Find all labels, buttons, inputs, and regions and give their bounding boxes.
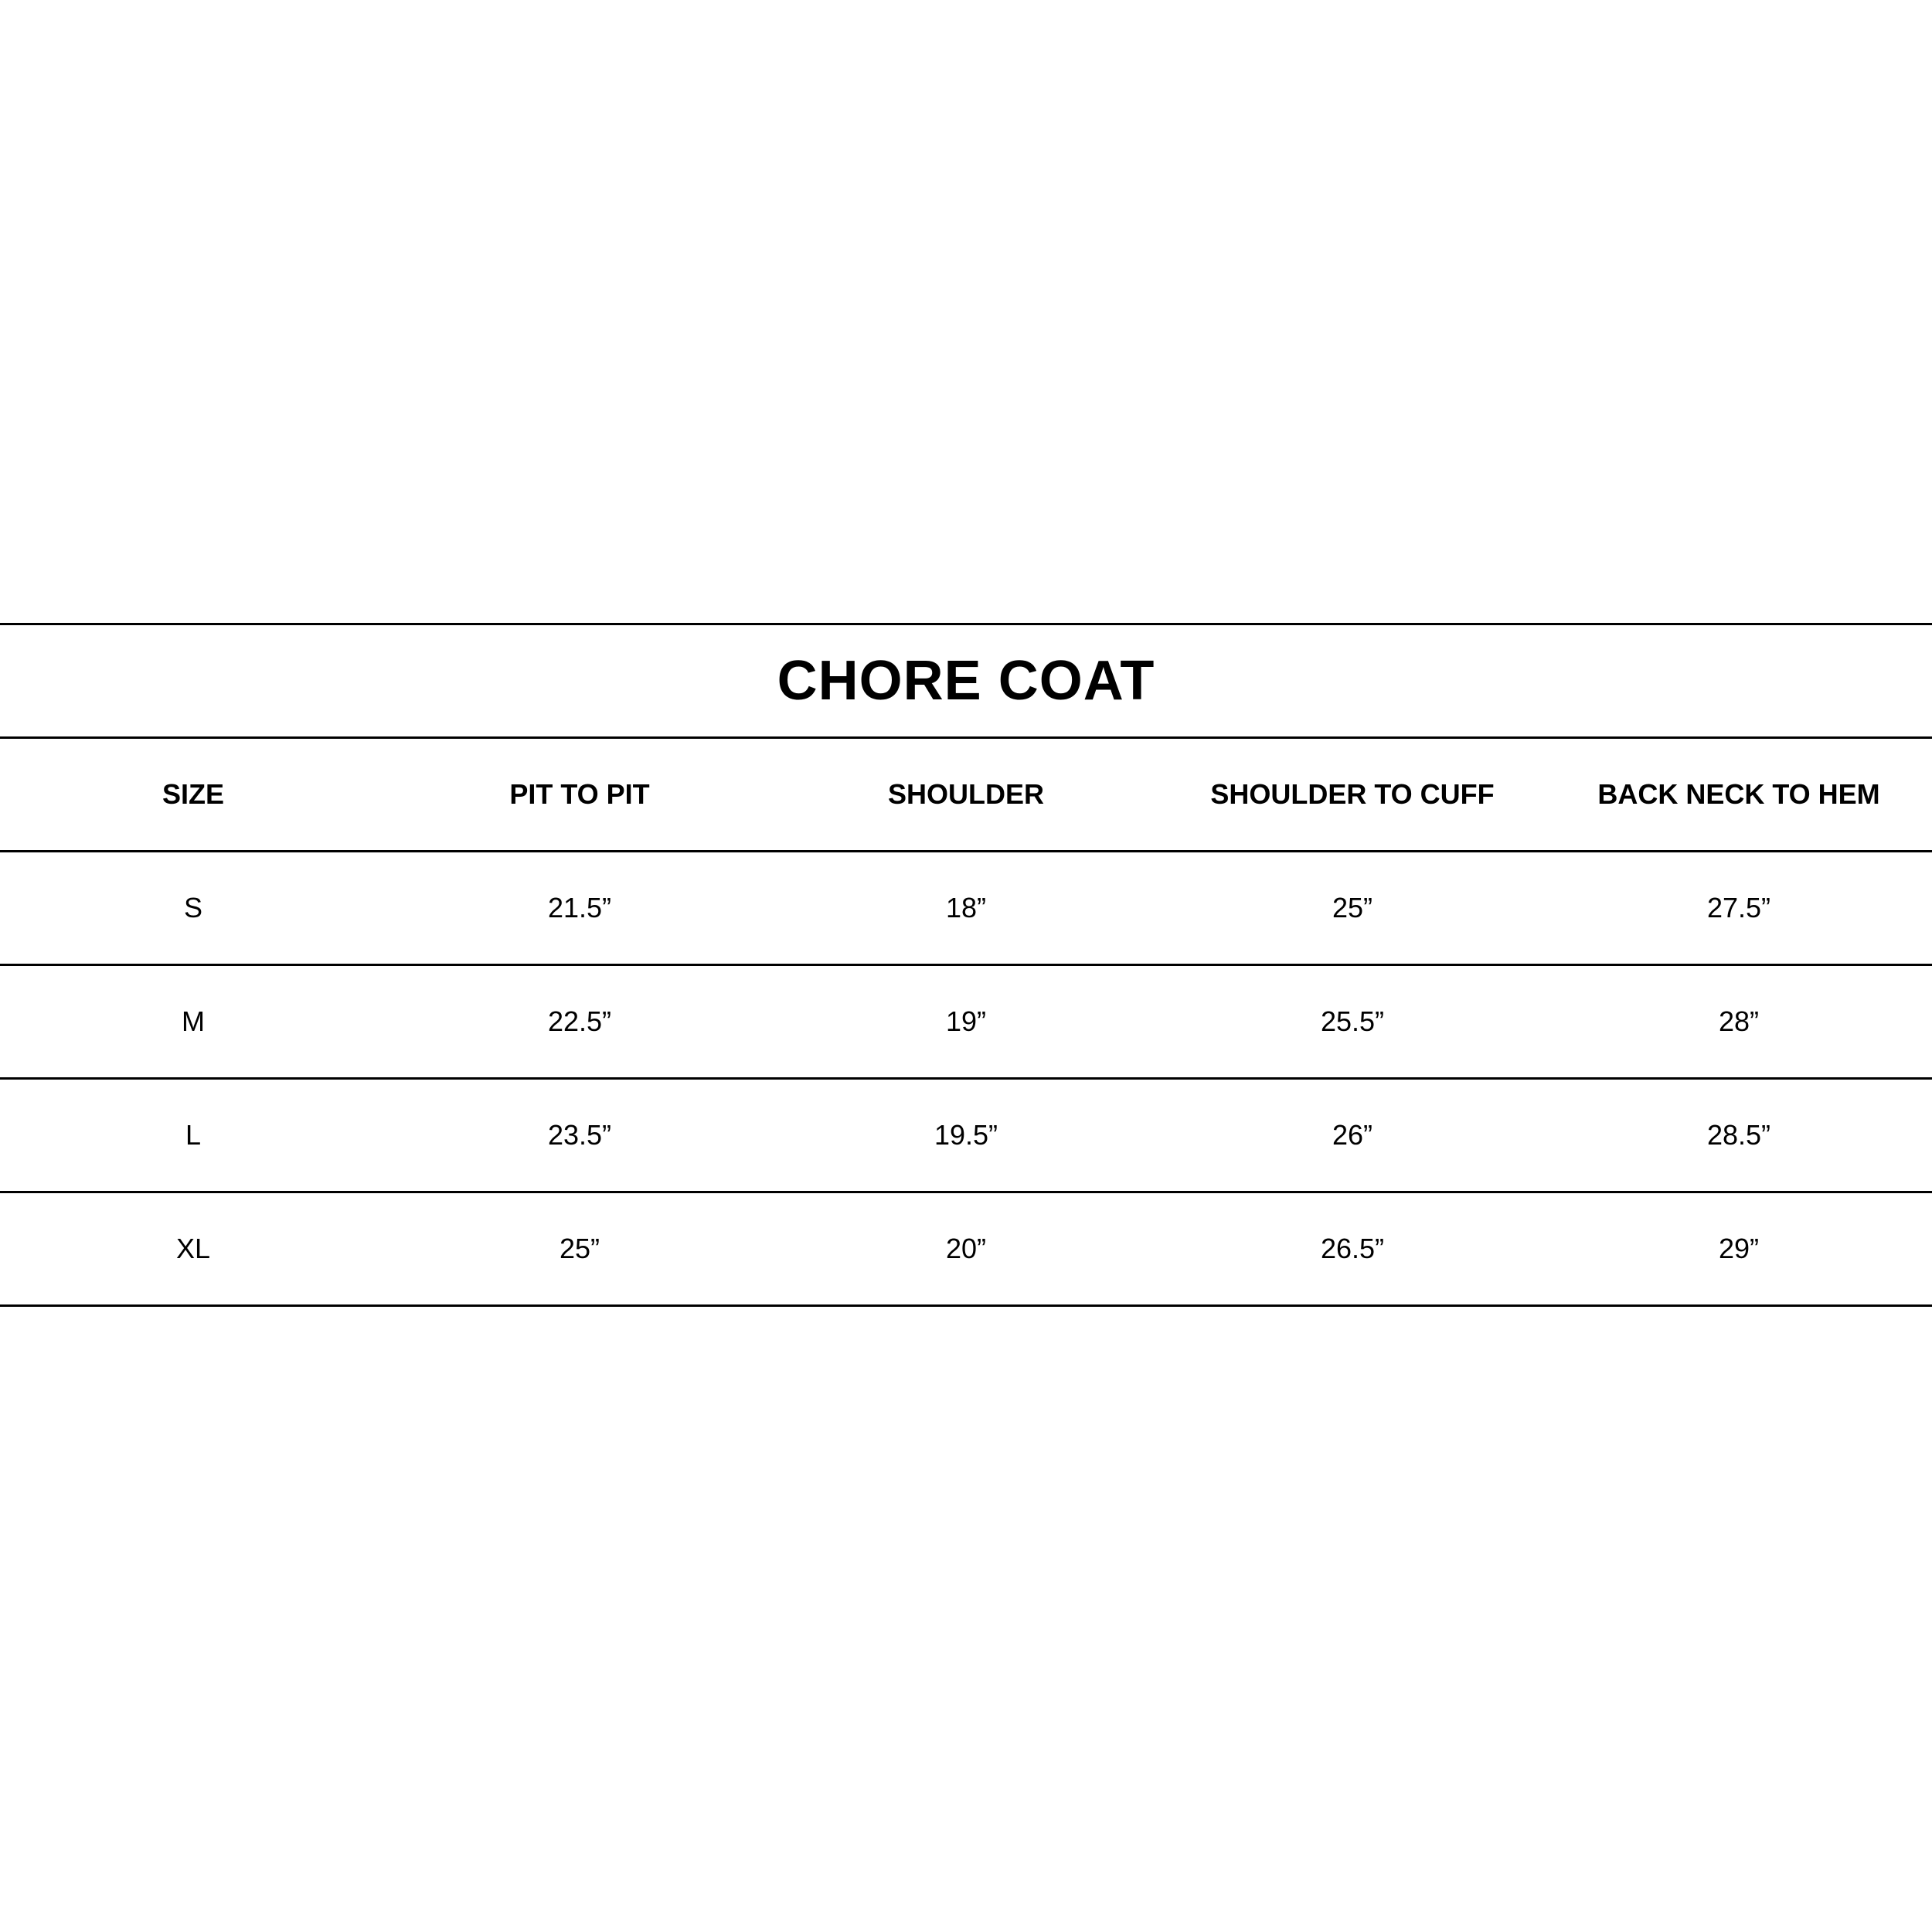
table-row bbox=[0, 852, 1932, 964]
table-row bbox=[0, 1080, 1932, 1191]
divider-bottom bbox=[0, 1304, 1932, 1307]
title-row bbox=[0, 625, 1932, 736]
size-chart bbox=[0, 623, 1932, 1307]
column-header-pit-to-pit: PIT TO PIT bbox=[509, 778, 650, 810]
cell-shoulder-to-cuff: 26” bbox=[1332, 1119, 1373, 1151]
table-header-row bbox=[0, 739, 1932, 850]
cell-shoulder: 20” bbox=[945, 1233, 987, 1264]
cell-shoulder-to-cuff: 25.5” bbox=[1320, 1005, 1385, 1037]
table-row bbox=[0, 1193, 1932, 1304]
cell-size: XL bbox=[175, 1233, 211, 1264]
column-header-shoulder-to-cuff: SHOULDER TO CUFF bbox=[1210, 778, 1495, 810]
cell-shoulder-to-cuff: 25” bbox=[1332, 892, 1373, 923]
cell-size: L bbox=[185, 1119, 202, 1151]
table-row bbox=[0, 966, 1932, 1077]
cell-back-neck-to-hem: 29” bbox=[1718, 1233, 1760, 1264]
column-header-back-neck-to-hem: BACK NECK TO HEM bbox=[1597, 778, 1880, 810]
column-header-size: SIZE bbox=[162, 778, 224, 810]
cell-back-neck-to-hem: 28” bbox=[1718, 1005, 1760, 1037]
cell-pit-to-pit: 22.5” bbox=[547, 1005, 612, 1037]
cell-size: M bbox=[182, 1005, 205, 1037]
cell-shoulder-to-cuff: 26.5” bbox=[1320, 1233, 1385, 1264]
cell-pit-to-pit: 25” bbox=[559, 1233, 600, 1264]
cell-size: S bbox=[183, 892, 202, 923]
cell-shoulder: 19.5” bbox=[934, 1119, 998, 1151]
chart-title: CHORE COAT bbox=[777, 650, 1155, 712]
cell-back-neck-to-hem: 27.5” bbox=[1706, 892, 1771, 923]
cell-back-neck-to-hem: 28.5” bbox=[1706, 1119, 1771, 1151]
column-header-shoulder: SHOULDER bbox=[887, 778, 1044, 810]
cell-shoulder: 19” bbox=[945, 1005, 987, 1037]
cell-pit-to-pit: 21.5” bbox=[547, 892, 612, 923]
cell-pit-to-pit: 23.5” bbox=[547, 1119, 612, 1151]
cell-shoulder: 18” bbox=[945, 892, 987, 923]
